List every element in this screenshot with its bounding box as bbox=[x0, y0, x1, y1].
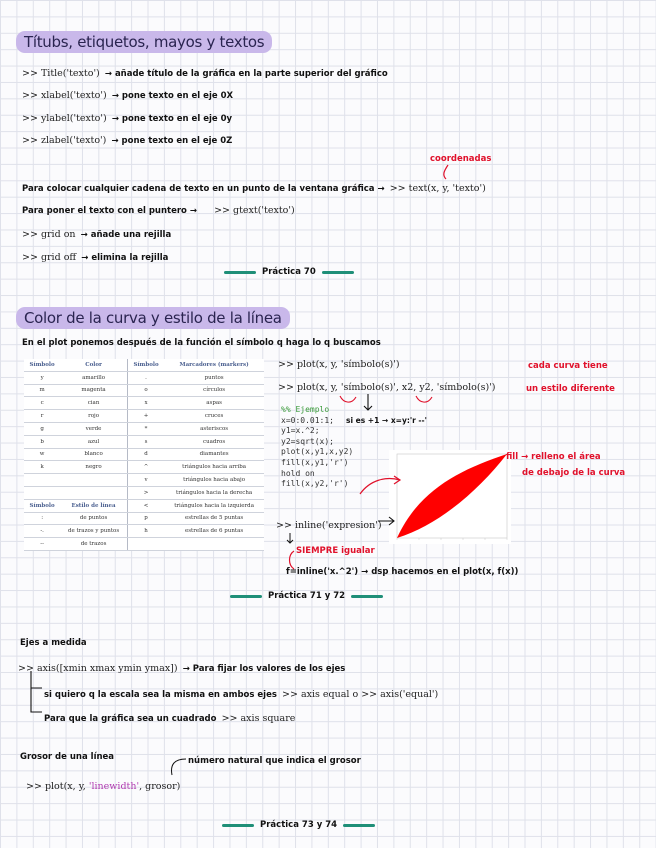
cell: : bbox=[24, 512, 60, 525]
axes-title: Ejes a medida bbox=[20, 638, 87, 648]
text-line bbox=[22, 176, 486, 195]
cell: x bbox=[127, 397, 164, 410]
equal-note: si quiero q la escala sea la misma en ambos ejes bbox=[44, 690, 277, 700]
cell: diamantes bbox=[164, 448, 264, 461]
cell: c bbox=[24, 397, 60, 410]
square-note: Para que la gráfica sea un cuadrado bbox=[44, 714, 217, 724]
axis-square-line bbox=[44, 706, 295, 725]
fill-arrow bbox=[356, 472, 406, 500]
section1-heading: Títubs, etiquetos, mayos y textos bbox=[16, 31, 272, 53]
gtext-line bbox=[22, 198, 295, 217]
fill-note-2: de debajo de la curva bbox=[522, 468, 626, 478]
practice-bar-left bbox=[230, 595, 262, 598]
code-line: hold on bbox=[281, 468, 315, 478]
cell: verde bbox=[60, 422, 127, 435]
table-row bbox=[24, 397, 264, 410]
width-title: Grosor de una línea bbox=[20, 752, 115, 762]
table-row bbox=[24, 422, 264, 435]
width-line bbox=[26, 774, 180, 793]
cell: ^ bbox=[127, 461, 164, 474]
table-row bbox=[24, 512, 264, 525]
cell: amarillo bbox=[60, 371, 127, 384]
title-cmd: >> Title('texto') bbox=[22, 68, 100, 79]
ylabel-cmd: >> ylabel('texto') bbox=[22, 113, 107, 124]
gtext-cmd: >> gtext('texto') bbox=[214, 205, 295, 216]
table-row bbox=[24, 525, 264, 538]
practice-bar-right bbox=[322, 271, 354, 274]
width-cmd-a: >> plot(x, y, bbox=[26, 781, 89, 792]
plot-cmd-1: >> plot(x, y, 'símbolo(s)') bbox=[278, 359, 400, 370]
table-row bbox=[24, 435, 264, 448]
cell: p bbox=[127, 512, 164, 525]
grid-off-cmd: >> grid off bbox=[22, 252, 77, 263]
grid-on-cmd: >> grid on bbox=[22, 229, 76, 240]
col-color: Color bbox=[60, 359, 127, 371]
square-cmd: >> axis square bbox=[221, 713, 296, 724]
grid-off-line bbox=[22, 245, 168, 264]
each-curve-note-1: cada curva tiene bbox=[528, 361, 608, 371]
cell: . bbox=[127, 371, 164, 384]
cell: cruces bbox=[164, 410, 264, 423]
table-row bbox=[24, 448, 264, 461]
cell bbox=[60, 486, 127, 499]
example-note: si es +1 → x=y:'r --' bbox=[346, 416, 427, 425]
code-line: fill(x,y2,'r') bbox=[281, 479, 349, 489]
cell bbox=[60, 474, 127, 487]
table-row bbox=[24, 384, 264, 397]
cell: cuadros bbox=[164, 435, 264, 448]
cell: triángulos hacia arriba bbox=[164, 461, 264, 474]
cell: de puntos bbox=[60, 512, 127, 525]
cell: b bbox=[24, 435, 60, 448]
fill-note-1: fill → relleno el área bbox=[506, 452, 601, 462]
practice-71-72-label: Práctica 71 y 72 bbox=[268, 591, 346, 601]
table-header-row-2 bbox=[24, 499, 264, 512]
width-cmd-c: , grosor) bbox=[139, 781, 181, 792]
code-line: %% Ejemplo bbox=[281, 405, 330, 414]
cell: r bbox=[24, 410, 60, 423]
cell bbox=[24, 486, 60, 499]
xlabel-note: → pone texto en el eje 0X bbox=[111, 91, 234, 101]
cell: de trazos bbox=[60, 538, 127, 551]
col-symbol: Símbolo bbox=[24, 359, 60, 371]
coordinates-label: coordenadas bbox=[430, 154, 492, 164]
cell: h bbox=[127, 525, 164, 538]
cell: -- bbox=[24, 538, 60, 551]
xlabel-line bbox=[22, 83, 233, 102]
gtext-note: Para poner el texto con el puntero → bbox=[22, 206, 197, 216]
cell: k bbox=[24, 461, 60, 474]
equal-cmd: >> axis equal o >> axis('equal') bbox=[282, 689, 439, 700]
cell: + bbox=[127, 410, 164, 423]
cell bbox=[24, 474, 60, 487]
practice-73-74 bbox=[222, 820, 375, 830]
zlabel-cmd: >> zlabel('texto') bbox=[22, 135, 107, 146]
title-note: → añade título de la gráfica en la parte superior del gráfico bbox=[104, 69, 388, 79]
practice-73-74-label: Práctica 73 y 74 bbox=[260, 820, 338, 830]
table-header-row bbox=[24, 359, 264, 371]
table-row bbox=[24, 474, 264, 487]
cell: triángulos hacia abajo bbox=[164, 474, 264, 487]
cell: puntos bbox=[164, 371, 264, 384]
code-line: x=0:0.01:1; bbox=[281, 415, 334, 425]
each-curve-note-2: un estilo diferente bbox=[526, 384, 615, 394]
table-row bbox=[24, 486, 264, 499]
cell: rojo bbox=[60, 410, 127, 423]
cell: -. bbox=[24, 525, 60, 538]
xlabel-cmd: >> xlabel('texto') bbox=[22, 90, 107, 101]
text-note: Para colocar cualquier cadena de texto en un punto de la ventana gráfica → bbox=[22, 184, 385, 194]
ylabel-note: → pone texto en el eje 0y bbox=[111, 114, 233, 124]
cell: g bbox=[24, 422, 60, 435]
fill-plot bbox=[389, 450, 511, 544]
cell: blanco bbox=[60, 448, 127, 461]
grid-off-note: → elimina la rejilla bbox=[81, 253, 169, 263]
cell: asteriscos bbox=[164, 422, 264, 435]
cell: triángulos hacia la derecha bbox=[164, 486, 264, 499]
title-line bbox=[22, 61, 388, 80]
code-line: y2=sqrt(x); bbox=[281, 436, 334, 446]
cell: v bbox=[127, 474, 164, 487]
practice-bar-right bbox=[351, 595, 383, 598]
axis-cmd: >> axis([xmin xmax ymin ymax]) bbox=[18, 663, 178, 674]
cell: magenta bbox=[60, 384, 127, 397]
cell: * bbox=[127, 422, 164, 435]
table-row bbox=[24, 410, 264, 423]
cell: círculos bbox=[164, 384, 264, 397]
plot-cmd-2: >> plot(x, y, 'símbolo(s)', x2, y2, 'símbolo(s)') bbox=[278, 382, 496, 393]
inline-example: f=inline('x.^2') → dsp hacemos en el plot(x, f(x)) bbox=[286, 567, 519, 577]
cell: azul bbox=[60, 435, 127, 448]
width-cmd-linewidth: 'linewidth' bbox=[88, 781, 140, 792]
table-row bbox=[24, 461, 264, 474]
cell: estrellas de 6 puntas bbox=[164, 525, 264, 538]
ylabel-line bbox=[22, 106, 232, 125]
axis-bracket bbox=[28, 670, 44, 718]
symbols-table bbox=[24, 359, 264, 551]
inline-arrow bbox=[376, 514, 398, 528]
grid-on-line bbox=[22, 222, 171, 241]
col-symbol-3: Símbolo bbox=[24, 499, 60, 512]
cell: > bbox=[127, 486, 164, 499]
text-cmd: >> text(x, y, 'texto') bbox=[389, 183, 486, 194]
practice-70-label: Práctica 70 bbox=[262, 267, 316, 277]
cell: s bbox=[127, 435, 164, 448]
cell: d bbox=[127, 448, 164, 461]
axis-note: → Para fijar los valores de los ejes bbox=[182, 664, 346, 674]
cell: < bbox=[127, 499, 164, 512]
cell: m bbox=[24, 384, 60, 397]
code-line: y1=x.^2; bbox=[281, 426, 320, 436]
practice-bar-left bbox=[224, 271, 256, 274]
zlabel-line bbox=[22, 128, 232, 147]
axis-equal-line bbox=[44, 682, 438, 701]
grid-on-note: → añade una rejilla bbox=[80, 230, 172, 240]
width-note: número natural que indica el grosor bbox=[188, 756, 361, 766]
practice-71-72 bbox=[230, 591, 383, 601]
cell: negro bbox=[60, 461, 127, 474]
col-linestyle: Estilo de línea bbox=[60, 499, 127, 512]
practice-70 bbox=[224, 267, 354, 277]
cell: cian bbox=[60, 397, 127, 410]
table-row bbox=[24, 538, 264, 551]
code-line: plot(x,y1,x,y2) bbox=[281, 447, 354, 457]
code-line: fill(x,y1,'r') bbox=[281, 457, 349, 467]
inline-cmd: >> inline('expresion') bbox=[276, 520, 382, 531]
col-symbol-2: Símbolo bbox=[127, 359, 164, 371]
practice-bar-left bbox=[222, 824, 254, 827]
cell bbox=[164, 538, 264, 551]
practice-bar-right bbox=[343, 824, 375, 827]
cell: de trazos y puntos bbox=[60, 525, 127, 538]
cell bbox=[127, 538, 164, 551]
cell: estrellas de 5 puntas bbox=[164, 512, 264, 525]
section2-heading: Color de la curva y estilo de la línea bbox=[16, 307, 290, 329]
zlabel-note: → pone texto en el eje 0Z bbox=[111, 136, 233, 146]
always-arrow bbox=[286, 531, 300, 571]
col-markers: Marcadores (markers) bbox=[164, 359, 264, 371]
table-row bbox=[24, 371, 264, 384]
always-note: SIEMPRE igualar bbox=[296, 546, 375, 556]
cell: triángulos hacia la izquierda bbox=[164, 499, 264, 512]
cell: aspas bbox=[164, 397, 264, 410]
axis-line bbox=[18, 656, 345, 675]
plot-intro: En el plot ponemos después de la función el símbolo q haga lo q buscamos bbox=[22, 338, 381, 348]
cell: o bbox=[127, 384, 164, 397]
cell: y bbox=[24, 371, 60, 384]
cell: w bbox=[24, 448, 60, 461]
code-block bbox=[281, 405, 353, 490]
